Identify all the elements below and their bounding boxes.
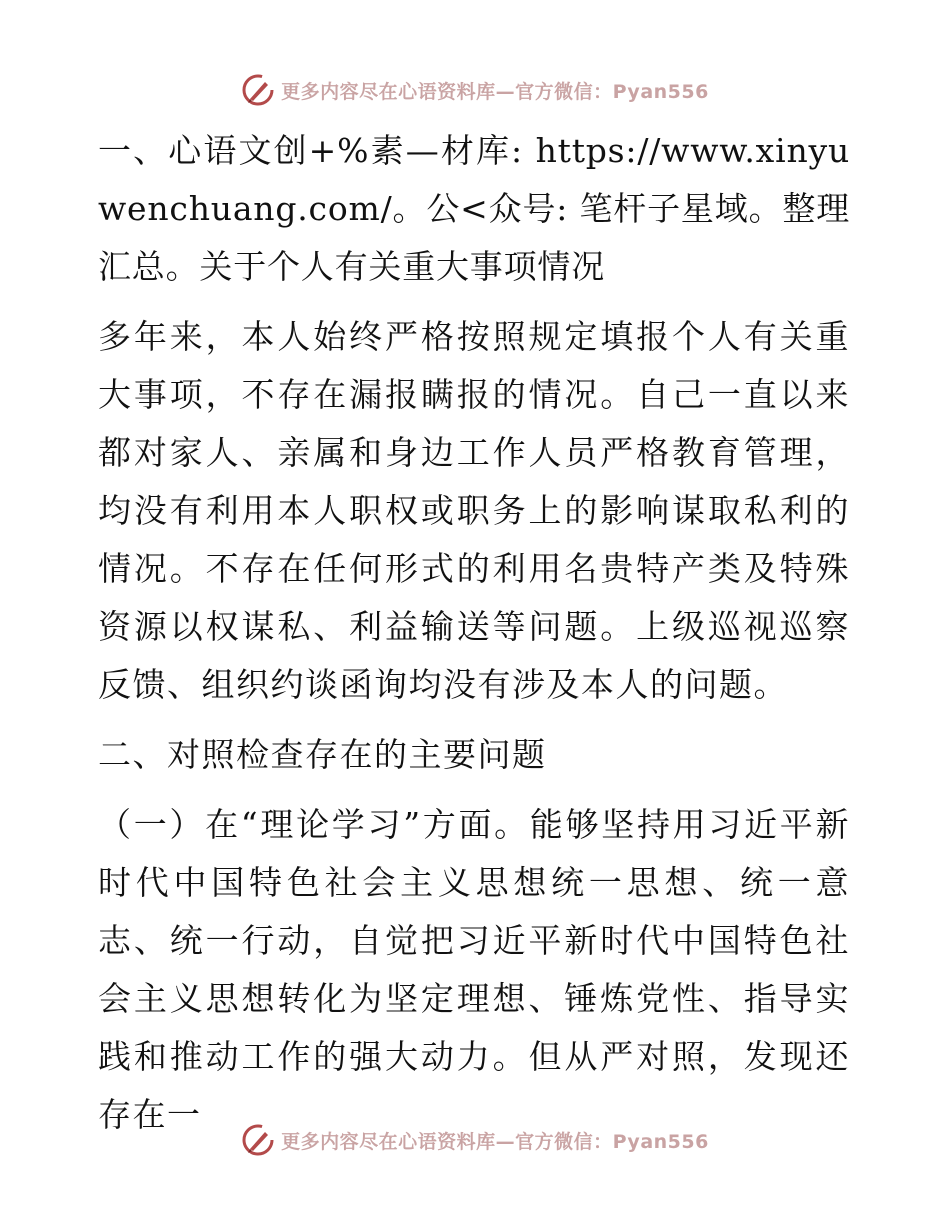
watermark-banner-top	[0, 70, 950, 110]
document-body	[98, 122, 850, 1144]
section-heading-main-problems: 二、对照检查存在的主要问题	[98, 735, 547, 774]
watermark-text: 更多内容尽在心语资料库—官方微信：Pyan556	[281, 80, 709, 103]
watermark-banner-bottom	[0, 1120, 950, 1160]
xinyu-quill-logo-icon	[241, 1123, 275, 1157]
paragraph-theory-study: （一）在“理论学习”方面。能够坚持用习近平新时代中国特色社会主义思想统一思想、统一意志、统一行动，自觉把习近平新时代中国特色社会主义思想转化为坚定理想、锤炼党性、指导实践和推动工作的强大动力。但从严对照，发现还存在一	[98, 805, 850, 1134]
xinyu-quill-logo-icon	[241, 73, 275, 107]
paragraph-intro-heading: 一、心语文创+%素—材库: https://www.xinyuwenchuang.com/。公<众号: 笔杆子星域。整理汇总。关于个人有关重大事项情况	[98, 131, 850, 286]
paragraph-major-matters: 多年来，本人始终严格按照规定填报个人有关重大事项，不存在漏报瞒报的情况。自己一直以来都对家人、亲属和身边工作人员严格教育管理，均没有利用本人职权或职务上的影响谋取私利的情况。不存在任何形式的利用名贵特产类及特殊资源以权谋私、利益输送等问题。上级巡视巡察反馈、组织约谈函询均没有涉及本人的问题。	[98, 317, 850, 704]
watermark-text: 更多内容尽在心语资料库—官方微信：Pyan556	[281, 1130, 709, 1153]
